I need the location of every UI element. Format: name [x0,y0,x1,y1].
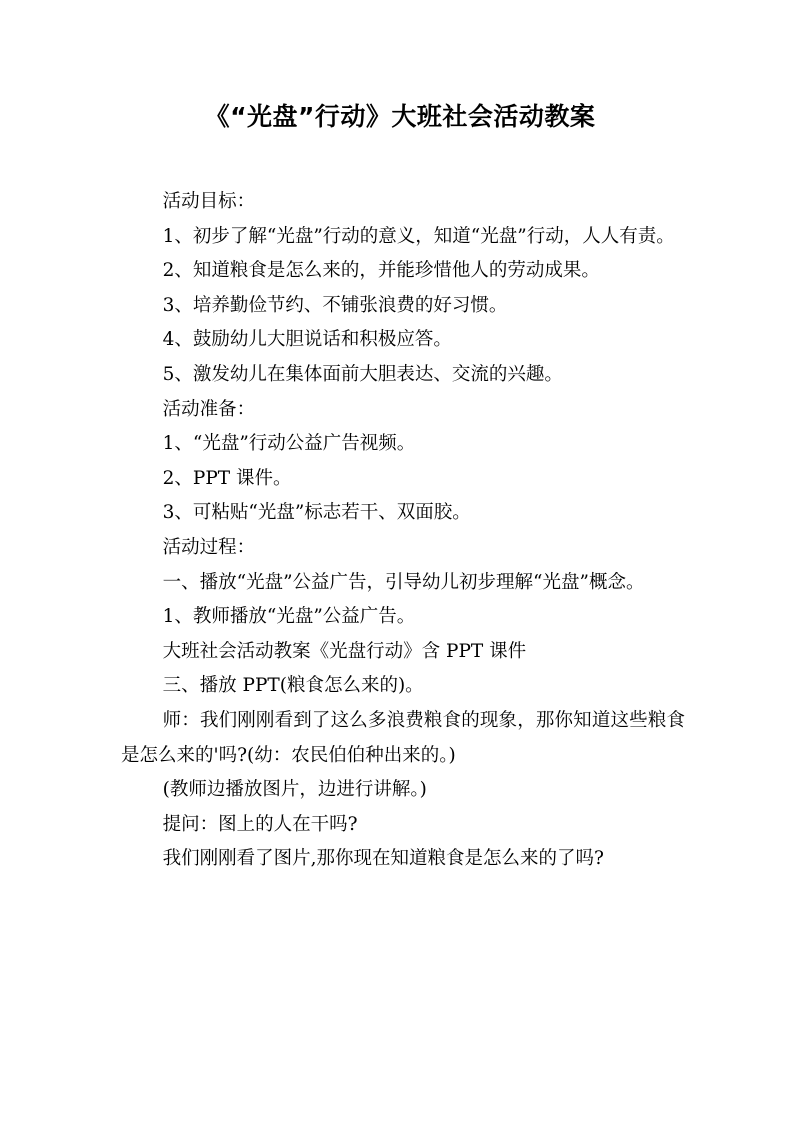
paragraph-courseware-title: 大班社会活动教案《光盘行动》含 PPT 课件 [162,640,527,662]
paragraph-preparation-3: 3、可粘贴“光盘”标志若干、双面胶。 [162,502,471,524]
document-body [121,185,685,877]
paragraph-goal-5: 5、激发幼儿在集体面前大胆表达、交流的兴趣。 [162,363,563,385]
paragraph-goal-1: 1、初步了解“光盘”行动的意义，知道“光盘”行动，人人有责。 [162,225,675,247]
paragraph-preparation-2: 2、PPT 课件。 [162,467,292,489]
paragraph-process-step-3: 三、播放 PPT(粮食怎么来的)。 [162,675,424,697]
paragraph-preparation-heading: 活动准备： [162,398,256,420]
paragraph-goal-2: 2、知道粮食是怎么来的，并能珍惜他人的劳动成果。 [162,260,600,282]
paragraph-process-step-1: 一、播放“光盘”公益广告，引导幼儿初步理解“光盘”概念。 [162,571,645,593]
paragraph-goal-3: 3、培养勤俭节约、不铺张浪费的好习惯。 [162,294,508,316]
paragraph-followup-question: 我们刚刚看了图片,那你现在知道粮食是怎么来的了吗? [162,848,604,870]
paragraph-process-step-1-1: 1、教师播放“光盘”公益广告。 [162,606,416,628]
paragraph-teacher-question: 师：我们刚刚看到了这么多浪费粮食的现象，那你知道这些粮食是怎么来的'吗?(幼：农民伯伯种出来的。) [121,709,685,766]
paragraph-prompt-question: 提问：图上的人在干吗? [162,813,358,835]
document-title: 《“光盘”行动》大班社会活动教案 [204,102,596,131]
paragraph-preparation-1: 1、“光盘”行动公益广告视频。 [162,433,416,455]
paragraph-goals-heading: 活动目标： [162,191,256,212]
paragraph-teacher-note: (教师边播放图片，边进行讲解。) [162,779,427,801]
paragraph-process-heading: 活动过程： [162,536,256,558]
paragraph-goal-4: 4、鼓励幼儿大胆说话和积极应答。 [162,329,452,351]
